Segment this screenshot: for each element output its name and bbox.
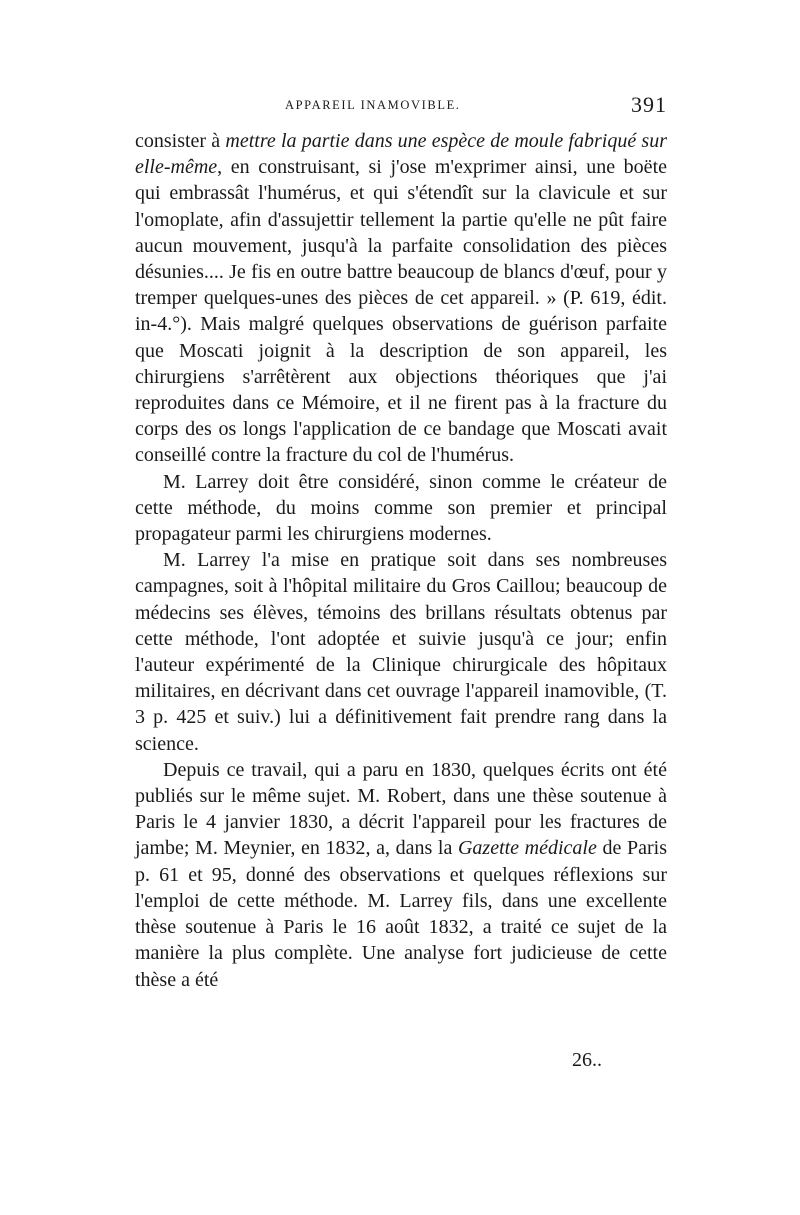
paragraph-1	[135, 128, 667, 469]
paragraph-3-text: M. Larrey l'a mise en pratique soit dans ses nombreuses campagnes, soit à l'hôpital militaire du Gros Caillou; beaucoup de médecins ses élèves, témoins des brillans résultats obtenus par cette méthode, l'ont adoptée et suivie jusqu'à ce jour; enfin l'auteur expérimenté de la Clinique chirurgicale des hôpitaux militaires, en décrivant dans cet ouvrage l'appareil inamovible, (T. 3 p. 425 et suiv.) lui a définitivement fait prendre rang dans la science.	[135, 549, 667, 755]
paragraph-1-text-a: consister à	[135, 130, 226, 152]
body-text	[135, 128, 667, 993]
signature-mark: 26..	[572, 1049, 602, 1071]
paragraph-4-italic-journal: Gazette médicale	[457, 837, 597, 860]
paragraph-1-italic-quote: mettre la partie dans une espèce de moule fabriqué sur elle-même	[135, 130, 667, 179]
paragraph-3	[135, 547, 667, 757]
paragraph-2-text: M. Larrey doit être considéré, sinon comme le créateur de cette méthode, du moins comme son premier et principal propagateur parmi les chirurgiens modernes.	[135, 470, 667, 546]
paragraph-2	[135, 469, 667, 548]
paragraph-4-text-b: de Paris p. 61 et 95, donné des observations et quelques réflexions sur l'emploi de cette méthode. M. Larrey fils, dans une excellente thèse soutenue à Paris le 16 août 1832, a traité ce sujet de la manière la plus complète. Une analyse fort judicieuse de cette thèse a été	[135, 837, 667, 991]
running-title: APPAREIL INAMOVIBLE.	[285, 98, 461, 112]
paragraph-4	[135, 757, 667, 993]
page-number: 391	[631, 92, 667, 117]
paragraph-4-text-a: Depuis ce travail, qui a paru en 1830, quelques écrits ont été publiés sur le même sujet. M. Robert, dans une thèse soutenue à Paris le 4 janvier 1830, a décrit l'appareil pour les fractures de jambe; M. Meynier, en 1832, a, dans la	[135, 758, 667, 860]
paragraph-1-text-b: , en construisant, si j'ose m'exprimer ainsi, une boëte qui embrassât l'humérus, et qui s'étendît sur la clavicule et sur l'omoplate, afin d'assujettir tellement la partie qu'elle ne pût faire aucun mouvement, jusqu'à la parfaite consolidation des pièces désunies.... Je fis en outre battre beaucoup de blancs d'œuf, pour y tremper quelques-unes des pièces de cet appareil. » (P. 619, édit. in-4.°). Mais malgré quelques observations de guérison parfaite que Moscati joignit à la description de son appareil, les chirurgiens s'arrêtèrent aux objections théoriques que j'ai reproduites dans ce Mémoire, et il ne firent pas à la fracture du corps des os longs l'application de ce bandage que Moscati avait conseillé contre la fracture du col de l'humérus.	[135, 156, 667, 467]
running-head	[135, 92, 667, 122]
